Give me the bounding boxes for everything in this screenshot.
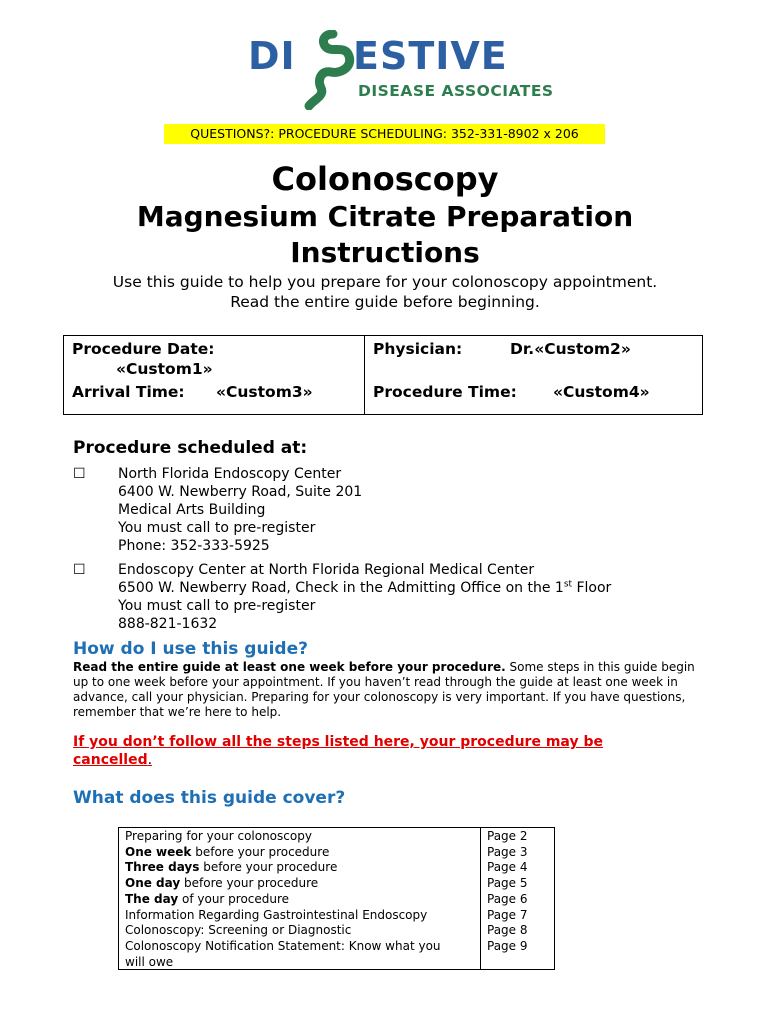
- contents-page-number: Page 5: [487, 876, 528, 891]
- intro-line-1: Use this guide to help you prepare for your colonoscopy appointment.: [112, 273, 658, 291]
- location-2-address-sup: st: [563, 579, 573, 590]
- procedure-date-label: Procedure Date:: [72, 340, 215, 358]
- how-heading: How do I use this guide?: [73, 639, 308, 659]
- location-2-line: Endoscopy Center at North Florida Regional Medical Center: [118, 562, 535, 578]
- warning-period: .: [147, 752, 153, 768]
- contents-row-bold: One day: [125, 876, 181, 891]
- location-2-address: [118, 579, 611, 597]
- contents-row-text: will owe: [125, 954, 174, 969]
- arrival-time-value: «Custom3»: [216, 383, 313, 401]
- intro-line-2: Read the entire guide before beginning.: [230, 293, 540, 311]
- contents-row-text: of your procedure: [178, 891, 290, 906]
- cover-heading: What does this guide cover?: [73, 788, 346, 808]
- contents-row-bold: Three days: [125, 860, 200, 875]
- title-line-3: Instructions: [290, 236, 480, 269]
- location-2-address-main: 6500 W. Newberry Road, Check in the Admitting Office on the 1: [118, 580, 564, 596]
- contents-row: [125, 829, 312, 845]
- contents-row-bold: The day: [125, 891, 179, 906]
- logo-text-estive: ESTIVE: [353, 34, 508, 78]
- contents-row-text: Colonoscopy Notification Statement: Know what you: [125, 938, 441, 953]
- contents-row: [125, 939, 441, 955]
- questions-banner: QUESTIONS?: PROCEDURE SCHEDULING: 352-331-8902 x 206: [164, 124, 605, 144]
- contents-row: [125, 923, 351, 939]
- location-2-address-tail: Floor: [572, 580, 612, 596]
- procedure-time-label: Procedure Time:: [373, 383, 517, 401]
- contents-page-number: Page 6: [487, 891, 528, 906]
- intro-text: [0, 272, 770, 312]
- location-1-line: North Florida Endoscopy Center: [118, 466, 342, 482]
- title-line-2: Magnesium Citrate Preparation: [136, 200, 634, 233]
- contents-row: [125, 876, 318, 892]
- location-1-line: 6400 W. Newberry Road, Suite 201: [118, 484, 363, 500]
- contents-table: [118, 827, 555, 970]
- contents-row-text: Preparing for your colonoscopy: [125, 829, 312, 843]
- contents-divider: [480, 828, 481, 969]
- warning-line-1: If you don’t follow all the steps listed here, your procedure may be: [73, 734, 603, 750]
- contents-row: [125, 845, 329, 861]
- contents-page-number: Page 9: [487, 938, 528, 953]
- info-box-divider: [364, 336, 365, 414]
- contents-row-text: Information Regarding Gastrointestinal Endoscopy: [125, 907, 428, 922]
- title-line-1: Colonoscopy: [271, 160, 499, 198]
- contents-row: [125, 860, 337, 876]
- contents-row: [125, 892, 289, 908]
- logo-text-di: DI: [248, 34, 296, 78]
- physician-value: Dr.«Custom2»: [510, 340, 631, 358]
- arrival-time-label: Arrival Time:: [72, 383, 185, 401]
- how-body-text: Some steps in this guide begin up to one week before your appointment. If you haven’t read through the guide at least one week in advance, call your physician. Preparing for your colonoscopy is very important. If you have questions, remember that we’re here to help.: [73, 660, 695, 719]
- contents-page-number: Page 2: [487, 829, 528, 843]
- contents-page-number: Page 3: [487, 844, 528, 859]
- contents-row: [125, 908, 427, 924]
- contents-page-number: Page 7: [487, 907, 528, 922]
- logo: [248, 30, 554, 110]
- checkbox-location-2[interactable]: ☐: [73, 562, 86, 578]
- location-1-line: Medical Arts Building: [118, 502, 266, 518]
- contents-page-number: Page 4: [487, 860, 528, 875]
- physician-label: Physician:: [373, 340, 463, 358]
- contents-row-text: before your procedure: [191, 844, 330, 859]
- contents-row-text: Colonoscopy: Screening or Diagnostic: [125, 923, 352, 938]
- contents-page-number: Page 8: [487, 923, 528, 938]
- location-1: [118, 465, 362, 555]
- procedure-date-value: «Custom1»: [116, 360, 213, 378]
- contents-row-text: before your procedure: [199, 860, 338, 875]
- schedule-heading: Procedure scheduled at:: [73, 438, 308, 458]
- location-2-line: You must call to pre-register: [118, 598, 316, 614]
- how-bold-text: Read the entire guide at least one week before your procedure.: [73, 660, 506, 674]
- checkbox-location-1[interactable]: ☐: [73, 466, 86, 482]
- contents-row-text: before your procedure: [180, 876, 319, 891]
- location-1-line: Phone: 352-333-5925: [118, 538, 270, 554]
- procedure-info-box: [63, 335, 703, 415]
- contents-row-bold: One week: [125, 844, 192, 859]
- contents-row: [125, 955, 173, 971]
- how-paragraph: [73, 660, 713, 720]
- warning-line-2: cancelled: [73, 752, 148, 768]
- location-2-line: 888-821-1632: [118, 616, 218, 632]
- procedure-time-value: «Custom4»: [553, 383, 650, 401]
- cancel-warning: [73, 733, 603, 769]
- logo-subtitle: DISEASE ASSOCIATES: [358, 82, 554, 100]
- location-2: [118, 561, 611, 633]
- location-1-line: You must call to pre-register: [118, 520, 316, 536]
